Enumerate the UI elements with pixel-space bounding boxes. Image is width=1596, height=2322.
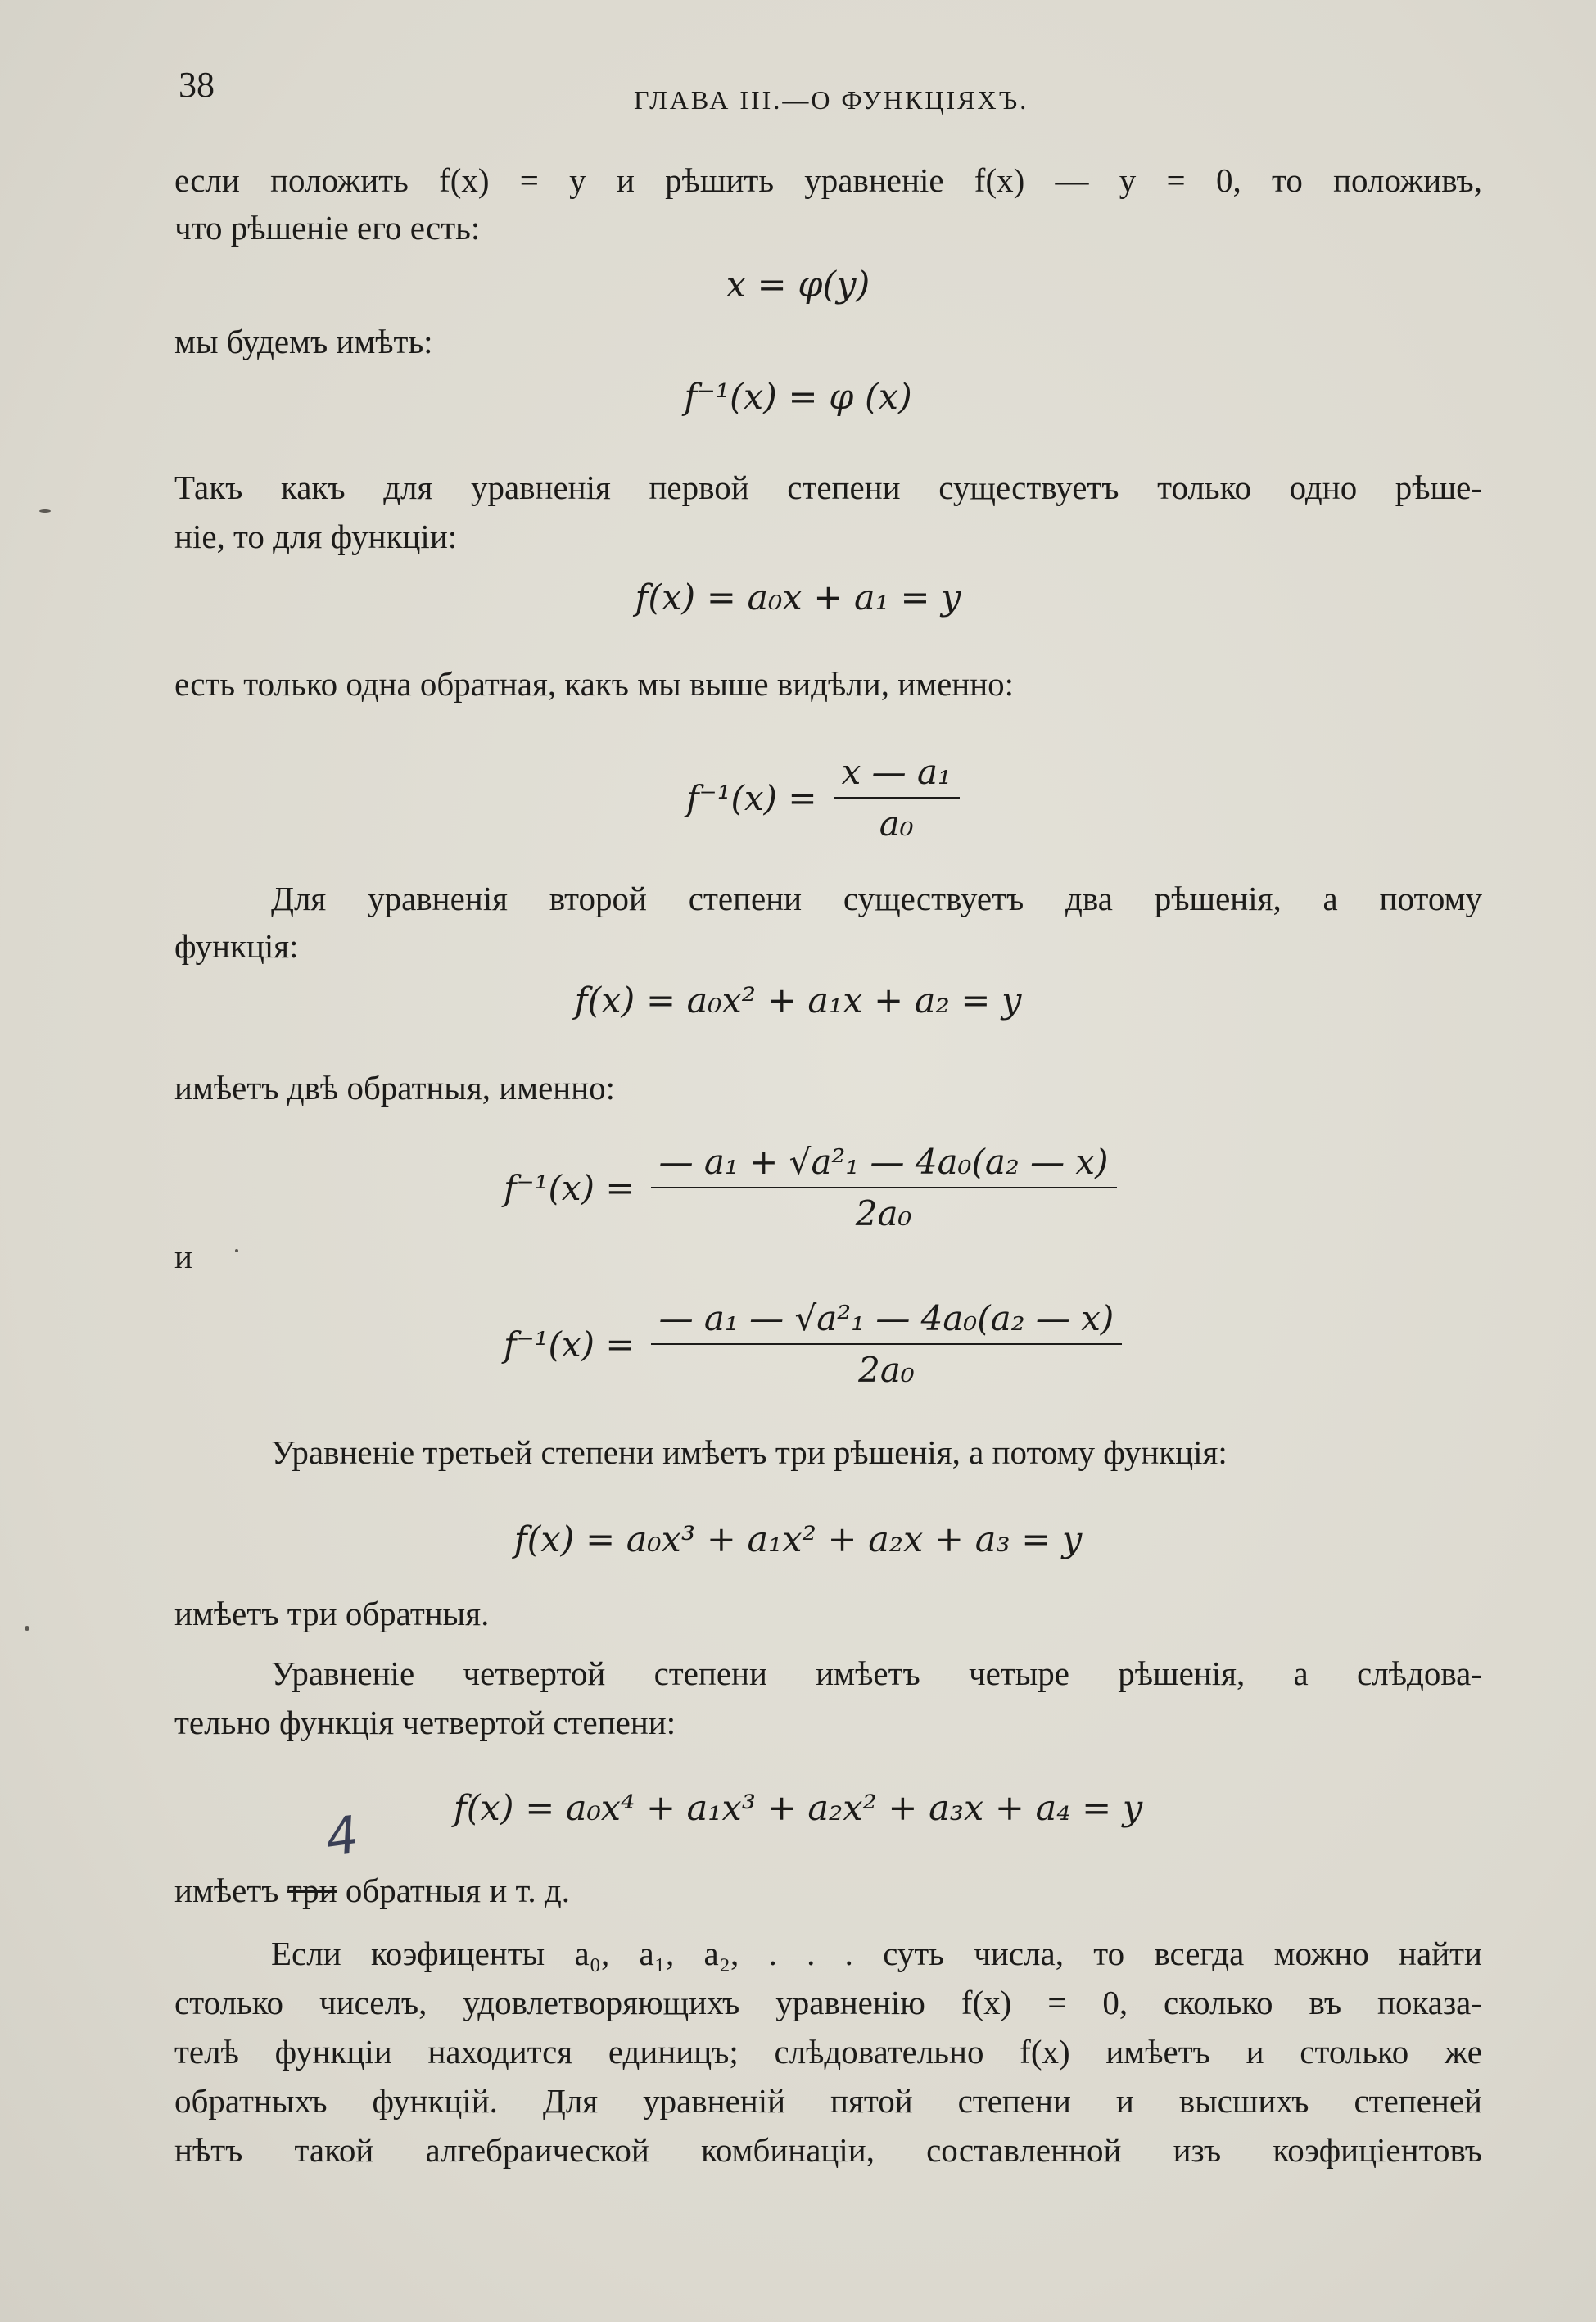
paragraph-line: столько чиселъ, удовлетворяющихъ уравненію f(x) = 0, сколько въ показа- — [174, 1984, 1482, 2021]
equation-quadratic-inverse-minus — [504, 1298, 1122, 1390]
struck-word: три — [287, 1872, 337, 1909]
handwritten-correction: 4 — [322, 1804, 363, 1868]
paragraph-line: нѣтъ такой алгебраической комбинаціи, составленной изъ коэфиціентовъ — [174, 2131, 1482, 2169]
equation-lhs: f⁻¹(x) = — [504, 1324, 635, 1365]
equation-inverse-phi: x = φ(y) — [726, 265, 870, 306]
paragraph-line: Для уравненія второй степени существуетъ два рѣшенія, а потому — [271, 880, 1482, 917]
conjunction-and: и — [174, 1238, 192, 1275]
running-head: ГЛАВА III.—О ФУНКЦІЯХЪ. — [634, 85, 1029, 115]
paragraph-line: телѣ функціи находится единицъ; слѣдовательно f(x) имѣетъ и столько же — [174, 2033, 1482, 2071]
paragraph-line: есть только одна обратная, какъ мы выше видѣли, именно: — [174, 665, 1015, 703]
paragraph-line: если положить f(x) = y и рѣшить уравненіе f(x) — y = 0, то положивъ, — [174, 161, 1482, 199]
fraction — [834, 752, 960, 844]
equation-linear-inverse — [686, 752, 960, 844]
equation-lhs: f⁻¹(x) = — [686, 777, 817, 818]
fraction — [651, 1142, 1117, 1233]
page-number: 38 — [179, 65, 215, 105]
page-header — [179, 64, 1472, 121]
fraction-denominator: 2a₀ — [855, 1193, 912, 1233]
paragraph-line: Если коэфиценты a₀, a₁, a₂, . . . суть числа, то всегда можно найти — [271, 1935, 1482, 1972]
equation-lhs: f⁻¹(x) = — [504, 1167, 635, 1208]
fraction-numerator: x — a₁ — [834, 752, 960, 799]
fraction-denominator: a₀ — [879, 803, 914, 844]
equation-quartic: f(x) = a₀x⁴ + a₁x³ + a₂x² + a₃x + a₄ = y — [453, 1788, 1143, 1829]
paragraph-line: тельно функція четвертой степени: — [174, 1704, 676, 1741]
paper-speck — [235, 1249, 238, 1252]
paragraph-line — [174, 1866, 1482, 1915]
paragraph-line: ніе, то для функціи: — [174, 518, 458, 555]
paper-speck — [25, 1626, 29, 1631]
fraction — [651, 1298, 1123, 1390]
equation-linear: f(x) = a₀x + a₁ = y — [635, 577, 961, 618]
fraction-numerator: — a₁ — √a²₁ — 4a₀(a₂ — x) — [651, 1298, 1123, 1345]
fraction-denominator: 2a₀ — [858, 1350, 915, 1390]
paragraph-line: функція: — [174, 927, 299, 965]
paragraph-line: имѣетъ три обратныя. — [174, 1595, 490, 1632]
paragraph-line: Уравненіе третьей степени имѣетъ три рѣшенія, а потому функція: — [271, 1433, 1228, 1471]
fraction-numerator: — a₁ + √a²₁ — 4a₀(a₂ — x) — [651, 1142, 1117, 1188]
paragraph-line: Такъ какъ для уравненія первой степени существуетъ только одно рѣше- — [174, 468, 1482, 506]
equation-cubic: f(x) = a₀x³ + a₁x² + a₂x + a₃ = y — [513, 1519, 1083, 1560]
paragraph-line: обратныхъ функцій. Для уравненій пятой степени и высшихъ степеней — [174, 2082, 1482, 2120]
equation-inverse-function: f⁻¹(x) = φ (x) — [684, 377, 912, 418]
paper-speck — [39, 509, 51, 513]
paragraph-line: мы будемъ имѣть: — [174, 323, 433, 360]
text-run: обратныя и т. д. — [337, 1872, 570, 1909]
paragraph-line: Уравненіе четвертой степени имѣетъ четыре рѣшенія, а слѣдова- — [271, 1654, 1482, 1692]
equation-quadratic-inverse-plus — [504, 1142, 1117, 1233]
text-run: имѣетъ — [174, 1872, 287, 1909]
paragraph-line: что рѣшеніе его есть: — [174, 209, 481, 247]
paragraph-line: имѣетъ двѣ обратныя, именно: — [174, 1069, 616, 1107]
equation-quadratic: f(x) = a₀x² + a₁x + a₂ = y — [574, 980, 1022, 1021]
